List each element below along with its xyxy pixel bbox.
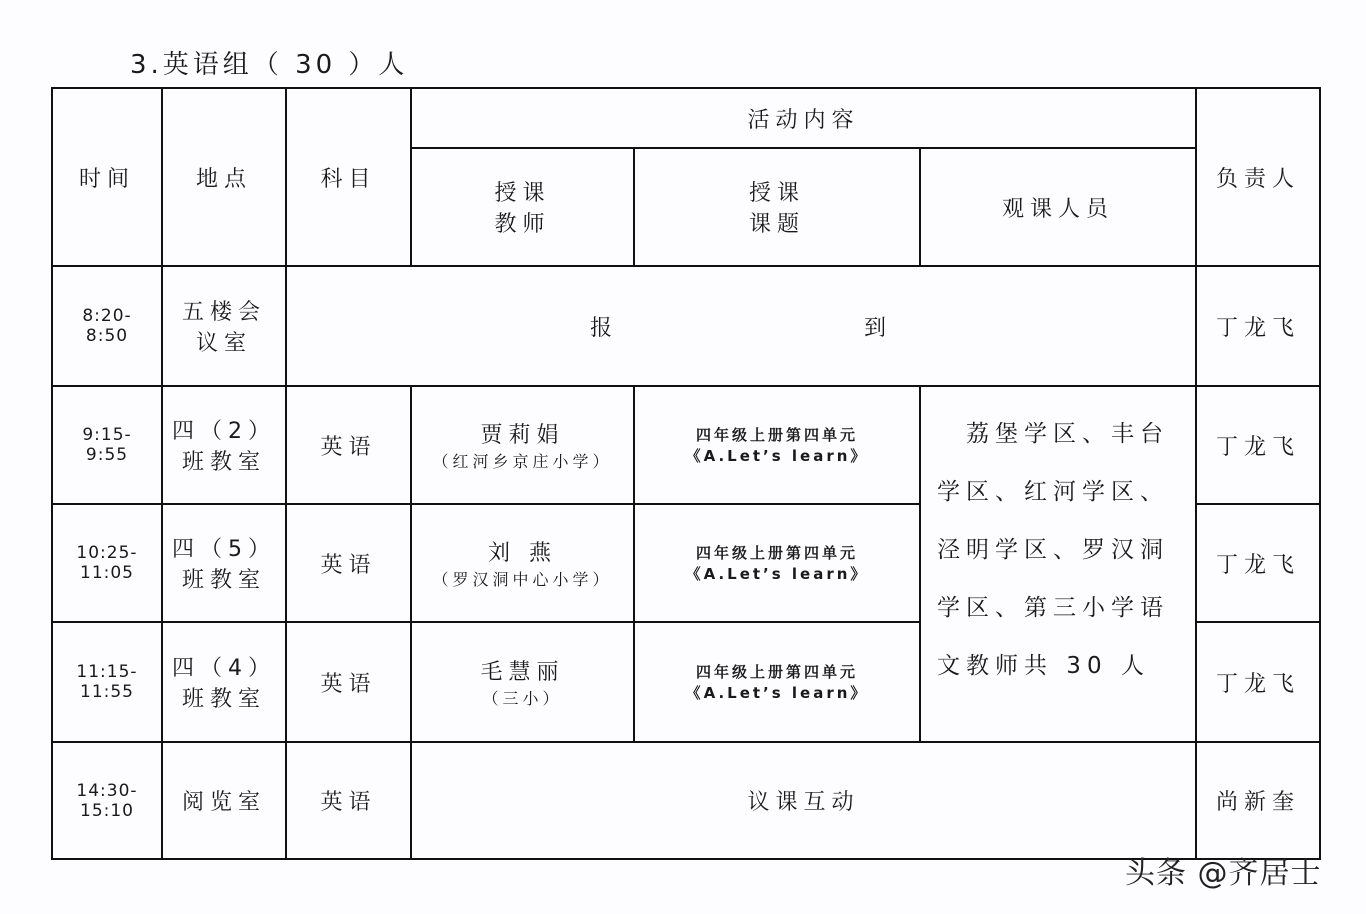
header-leader: 负责人 (1196, 88, 1320, 266)
teacher-name: 毛慧丽 (480, 660, 565, 685)
observers (920, 386, 1196, 742)
schedule-table (51, 87, 1321, 860)
teacher-school: （三小） (482, 689, 563, 708)
observers-line: 荔堡学区、丰台 (937, 421, 1169, 447)
table-row (52, 266, 1320, 386)
leader: 丁龙飞 (1196, 386, 1320, 504)
report-text: 报 (589, 315, 618, 341)
subject: 英语 (286, 504, 411, 622)
time-start: 10:25- (76, 543, 138, 563)
place: 四（2） (172, 419, 276, 444)
header-subject: 科目 (286, 88, 411, 266)
time-start: 9:15- (82, 425, 132, 445)
observers-line: 文教师共 30 人 (937, 653, 1150, 679)
watermark: 头条 @齐居士 (1125, 856, 1322, 891)
leader: 丁龙飞 (1196, 266, 1320, 386)
teacher-school: （罗汉洞中心小学） (432, 570, 613, 589)
header-topic (634, 148, 920, 266)
place: 四（4） (172, 656, 276, 681)
header-time: 时间 (52, 88, 162, 266)
observers-line: 泾明学区、罗汉洞 (937, 537, 1169, 563)
time-end: 11:55 (80, 682, 134, 702)
place: 班教室 (181, 568, 266, 593)
place: 班教室 (181, 450, 266, 475)
time-end: 9:55 (85, 445, 129, 465)
subject: 英语 (286, 742, 411, 859)
time-end: 8:50 (85, 326, 129, 346)
lesson-title: 《A.Let’s learn》 (685, 565, 869, 583)
observers-line: 学区、红河学区、 (937, 479, 1169, 505)
place: 班教室 (181, 687, 266, 712)
teacher-name: 刘 燕 (488, 541, 557, 566)
teacher-school: （红河乡京庄小学） (432, 452, 613, 471)
lesson-unit: 四年级上册第四单元 (695, 663, 858, 681)
time-start: 14:30- (76, 780, 138, 801)
header-text: 课题 (748, 212, 805, 237)
place: 议室 (195, 331, 252, 356)
leader: 丁龙飞 (1196, 504, 1320, 622)
lesson-unit: 四年级上册第四单元 (695, 544, 858, 562)
lesson-title: 《A.Let’s learn》 (685, 684, 869, 702)
lesson-unit: 四年级上册第四单元 (695, 426, 858, 444)
place: 阅览室 (162, 742, 286, 859)
header-teacher (411, 148, 634, 266)
section-title: 3.英语组（ 30 ）人 (130, 50, 409, 80)
header-place: 地点 (162, 88, 286, 266)
teacher-name: 贾莉娟 (480, 423, 565, 448)
header-text: 授课 (748, 181, 805, 206)
time-end: 11:05 (80, 563, 134, 583)
header-text: 教师 (494, 212, 551, 237)
time-start: 8:20- (82, 306, 132, 326)
time-start: 11:15- (76, 662, 138, 682)
time-end: 15:10 (80, 800, 134, 821)
place: 五楼会 (181, 300, 266, 325)
header-observers: 观课人员 (920, 148, 1196, 266)
subject: 英语 (286, 386, 411, 504)
header-text: 授课 (494, 181, 551, 206)
leader: 尚新奎 (1196, 742, 1320, 859)
lesson-title: 《A.Let’s learn》 (685, 447, 869, 465)
activity: 议课互动 (411, 742, 1196, 859)
subject: 英语 (286, 622, 411, 742)
table-row (52, 742, 1320, 859)
observers-line: 学区、第三小学语 (937, 595, 1169, 621)
leader: 丁龙飞 (1196, 622, 1320, 742)
table-row (52, 386, 1320, 504)
place: 四（5） (172, 537, 276, 562)
report-text: 到 (863, 315, 892, 341)
header-activity: 活动内容 (411, 88, 1196, 148)
